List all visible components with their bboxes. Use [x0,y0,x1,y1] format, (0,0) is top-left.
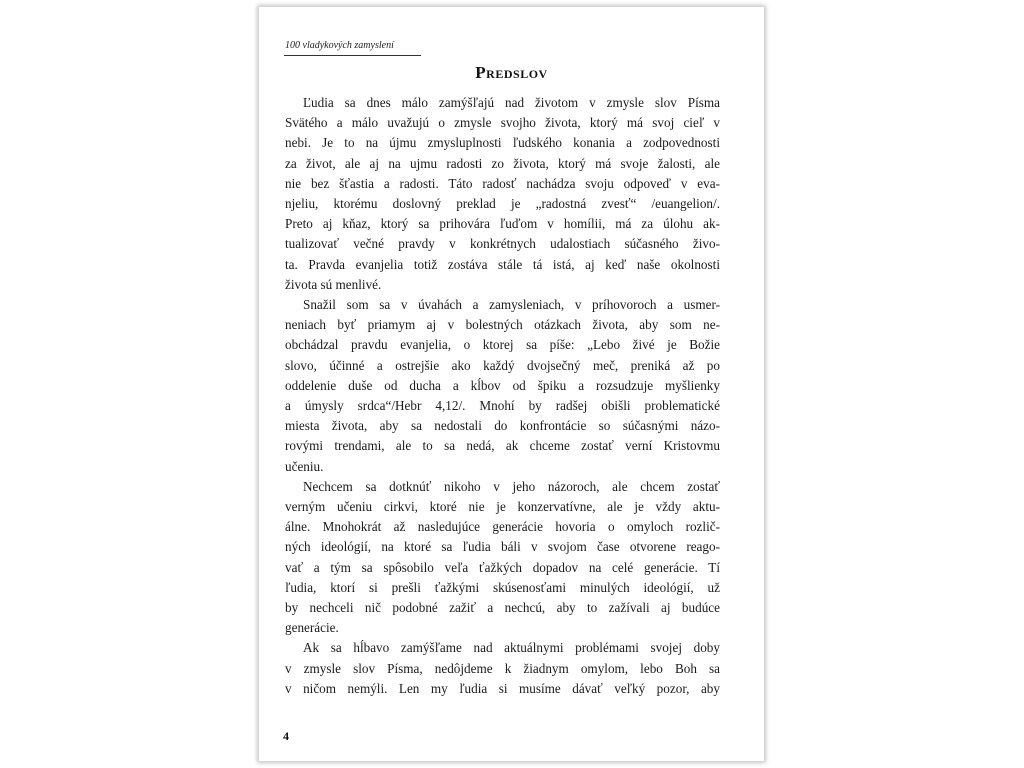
text-line: rovými trendami, ale to sa nedá, ak chceme zostať verní Kristovmu [285,438,720,454]
body-text [285,93,720,699]
text-line: v zmysle slov Písma, nedôjdeme k žiadnym omylom, lebo Boh sa [285,660,720,676]
text-line: učeniu. [285,458,324,474]
text-line: vať a tým sa spôsobilo veľa ťažkých dopadov na celé generácie. Tí [285,559,720,575]
text-line: nebi. Je to na újmu zmysluplnosti ľudského konania a zodpovednosti [285,135,720,151]
text-line: v ničom nemýli. Len my ľudia si musíme dávať veľký pozor, aby [285,680,720,696]
text-line: slovo, účinné a ostrejšie ako každý dvojsečný meč, preniká až po [285,357,720,373]
text-line: neniach byť priamym aj v bolestných otázkach života, aby som ne- [285,317,720,333]
text-line: by nechceli nič podobné zažiť a nechcú, aby to zažívali aj budúce [285,600,720,616]
text-line: Snažil som sa v úvahách a zamysleniach, v príhovoroch a usmer- [303,297,720,313]
text-line: Preto aj kňaz, ktorý sa prihovára ľuďom v homílii, má za úlohu ak- [285,216,720,232]
text-line: tualizovať večné pravdy v konkrétnych udalostiach súčasného živo- [285,236,720,252]
text-line: života sú menlivé. [285,276,382,292]
page-title: Predslov [475,63,548,82]
page-number: 4 [283,729,289,743]
text-line: álne. Mnohokrát až nasledujúce generácie hovoria o omyloch rozlič- [285,519,720,535]
text-line: miesta života, aby sa nedostali do konfrontácie so súčasnými názo- [285,418,720,434]
text-line: verným učeniu cirkvi, ktoré nie je konzervatívne, ale je vždy aktu- [285,499,720,515]
text-line: nie bez šťastia a radosti. Táto radosť nachádza svoju odpoveď v eva- [285,175,720,191]
text-line: a úmysly srdca“/Hebr 4,12/. Mnohí by radšej obišli problematické [285,398,720,414]
text-line: oddelenie duše od ducha a kĺbov od špiku a rozsudzuje myšlienky [285,377,720,393]
running-header: 100 vladykových zamyslení [285,40,394,51]
header-rule [284,55,421,56]
text-line: njeliu, ktorému doslovný preklad je „radostná zvesť“ /euangelion/. [285,196,720,212]
text-line: Svätého a málo uvažujú o zmysle svojho života, ktorý má svoj cieľ v [285,115,720,131]
text-line: ta. Pravda evanjelia totiž zostáva stále tá istá, aj keď naše okolnosti [285,256,720,272]
text-line: Nechcem sa dotknúť nikoho v jeho názoroch, ale chcem zostať [303,478,720,494]
text-line: Ľudia sa dnes málo zamýšľajú nad životom v zmysle slov Písma [303,95,720,110]
text-line: Ak sa hĺbavo zamýšľame nad aktuálnymi problémami svojej doby [303,640,720,656]
book-page [259,7,764,761]
text-line: obchádzal pravdu evanjelia, o ktorej sa píše: „Lebo živé je Božie [285,337,720,353]
text-line: generácie. [285,620,339,636]
text-line: ľudia, ktorí si prešli ťažkými skúsenosťami minulých ideológií, už [285,579,720,595]
text-line: ných ideológií, na ktoré sa ľudia báli v svojom čase otvorene reago- [285,539,720,555]
text-line: za život, ale aj na ujmu radosti zo života, ktorý má svoje žalosti, ale [285,155,720,171]
